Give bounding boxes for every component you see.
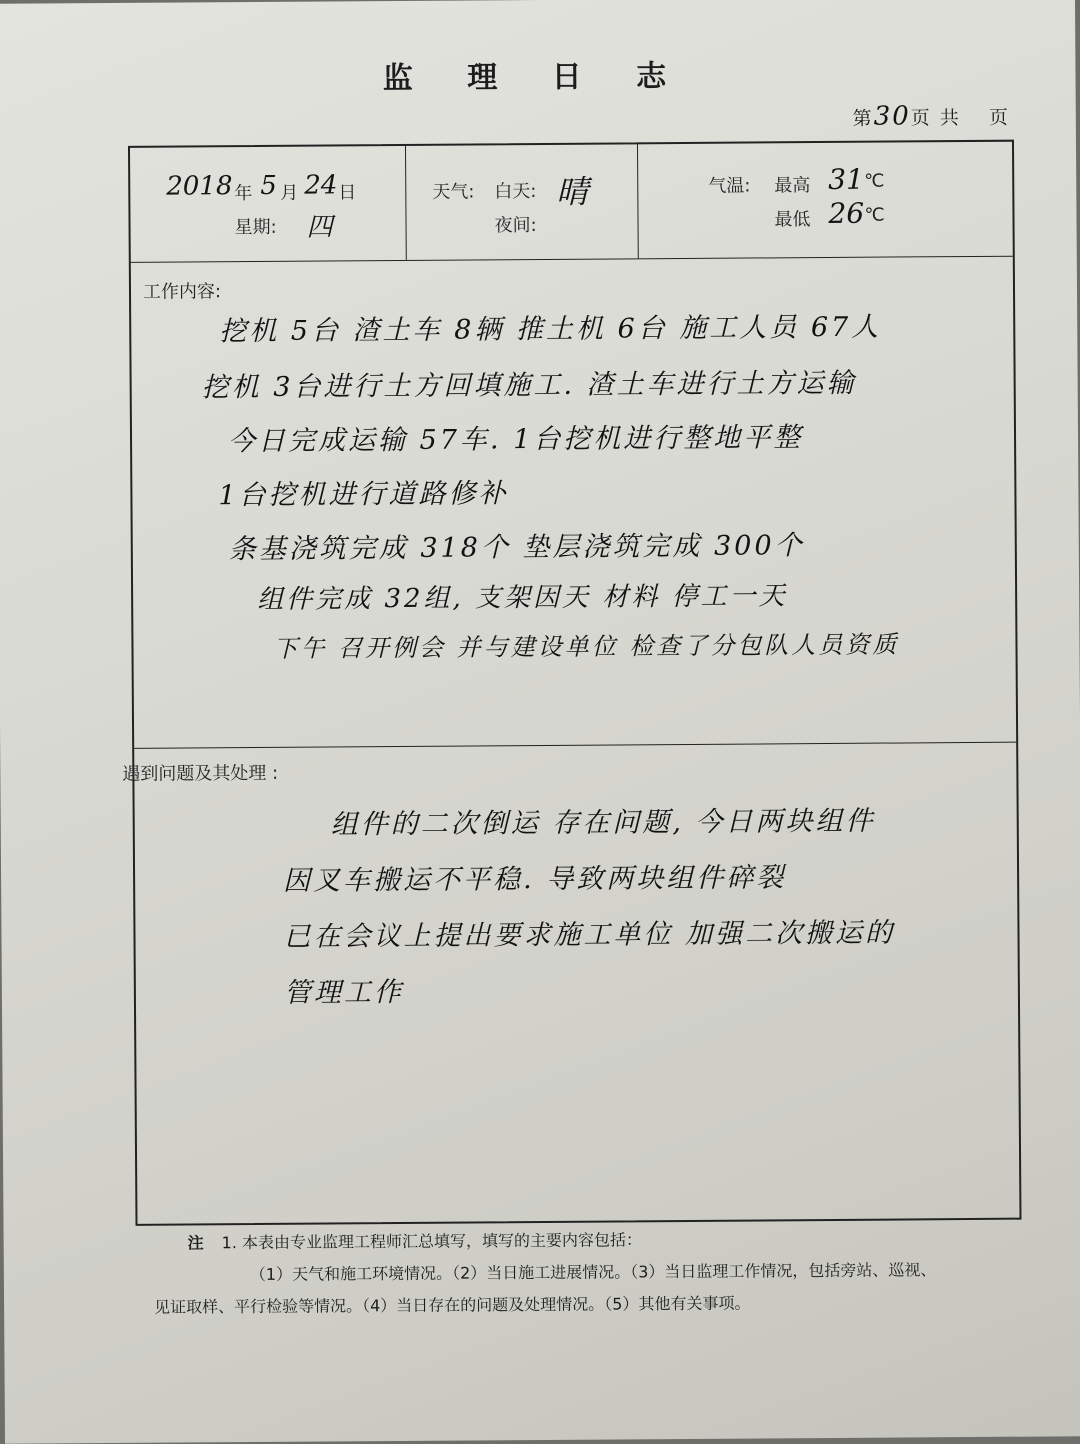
weather-day-label: 白天: <box>494 181 537 203</box>
date-day-handwritten: 24 <box>304 170 338 201</box>
work-line-1: 挖机 5台 渣土车 8辆 推土机 6台 施工人员 67人 <box>219 311 882 348</box>
weather-day-handwritten: 晴 <box>556 172 589 211</box>
header-divider-1 <box>405 146 407 260</box>
page-suffix: 页 共 <box>910 107 961 130</box>
work-line-7: 下午 召开例会 并与建设单位 检查了分包队人员资质 <box>273 630 900 663</box>
log-table <box>122 140 1022 1226</box>
date-year-handwritten: 2018 <box>166 171 233 202</box>
weather-night-label: 夜间: <box>494 215 537 237</box>
header-row <box>130 142 1013 263</box>
temp-high-label: 最高 <box>774 175 811 197</box>
work-content-section <box>131 256 1016 749</box>
date-month-label: 月 <box>280 182 299 204</box>
weekday-handwritten: 四 <box>306 212 333 243</box>
weather-label: 天气: <box>432 181 475 203</box>
date-year-label: 年 <box>234 182 253 205</box>
issue-line-3: 已在会议上提出要求施工单位 加强二次搬运的 <box>283 917 896 953</box>
page-number <box>853 101 1010 132</box>
notes-line-2: （1）天气和施工环境情况。（2）当日施工进展情况。（3）当日监理工作情况，包括旁站、巡视、 <box>249 1260 937 1285</box>
work-line-2: 挖机 3台进行土方回填施工. 渣土车进行土方运输 <box>201 367 857 404</box>
page-total-suffix: 页 <box>988 106 1010 129</box>
weekday-label: 星期: <box>234 216 277 239</box>
page-number-handwritten: 30 <box>873 101 911 132</box>
temp-low-handwritten: 26 <box>828 196 865 230</box>
work-line-5: 条基浇筑完成 318个 垫层浇筑完成 300个 <box>228 530 805 566</box>
temp-low-unit: ℃ <box>864 204 885 226</box>
work-content-label: 工作内容: <box>142 281 222 303</box>
issues-label: 遇到问题及其处理 : <box>122 762 279 785</box>
work-line-4: 1台挖机进行道路修补 <box>218 478 509 512</box>
work-line-6: 组件完成 32组, 支架因天 材料 停工一天 <box>257 581 788 615</box>
issue-line-1: 组件的二次倒运 存在问题, 今日两块组件 <box>330 805 876 841</box>
notes-line-3: 见证取样、平行检验等情况。（4）当日存在的问题及处理情况。（5）其他有关事项。 <box>154 1293 751 1317</box>
date-month-handwritten: 5 <box>260 170 277 201</box>
temp-high-unit: ℃ <box>864 170 885 192</box>
date-day-label: 日 <box>338 182 357 204</box>
temp-high-handwritten: 31 <box>828 162 864 196</box>
header-divider-2 <box>637 144 639 258</box>
issue-line-2: 因叉车搬运不平稳. 导致两块组件碎裂 <box>283 862 787 897</box>
issue-line-4: 管理工作 <box>283 976 405 1009</box>
temp-low-label: 最低 <box>774 209 811 231</box>
work-line-3: 今日完成运输 57车. 1台挖机进行整地平整 <box>227 422 804 458</box>
page-prefix: 第 <box>852 107 874 130</box>
temperature-label: 气温: <box>708 175 751 197</box>
notes-prefix: 注 <box>187 1233 204 1253</box>
notes-line-1: 1. 本表由专业监理工程师汇总填写，填写的主要内容包括： <box>221 1230 643 1253</box>
page-title: 监 理 日 志 <box>382 58 689 97</box>
issues-section <box>122 742 1019 1224</box>
